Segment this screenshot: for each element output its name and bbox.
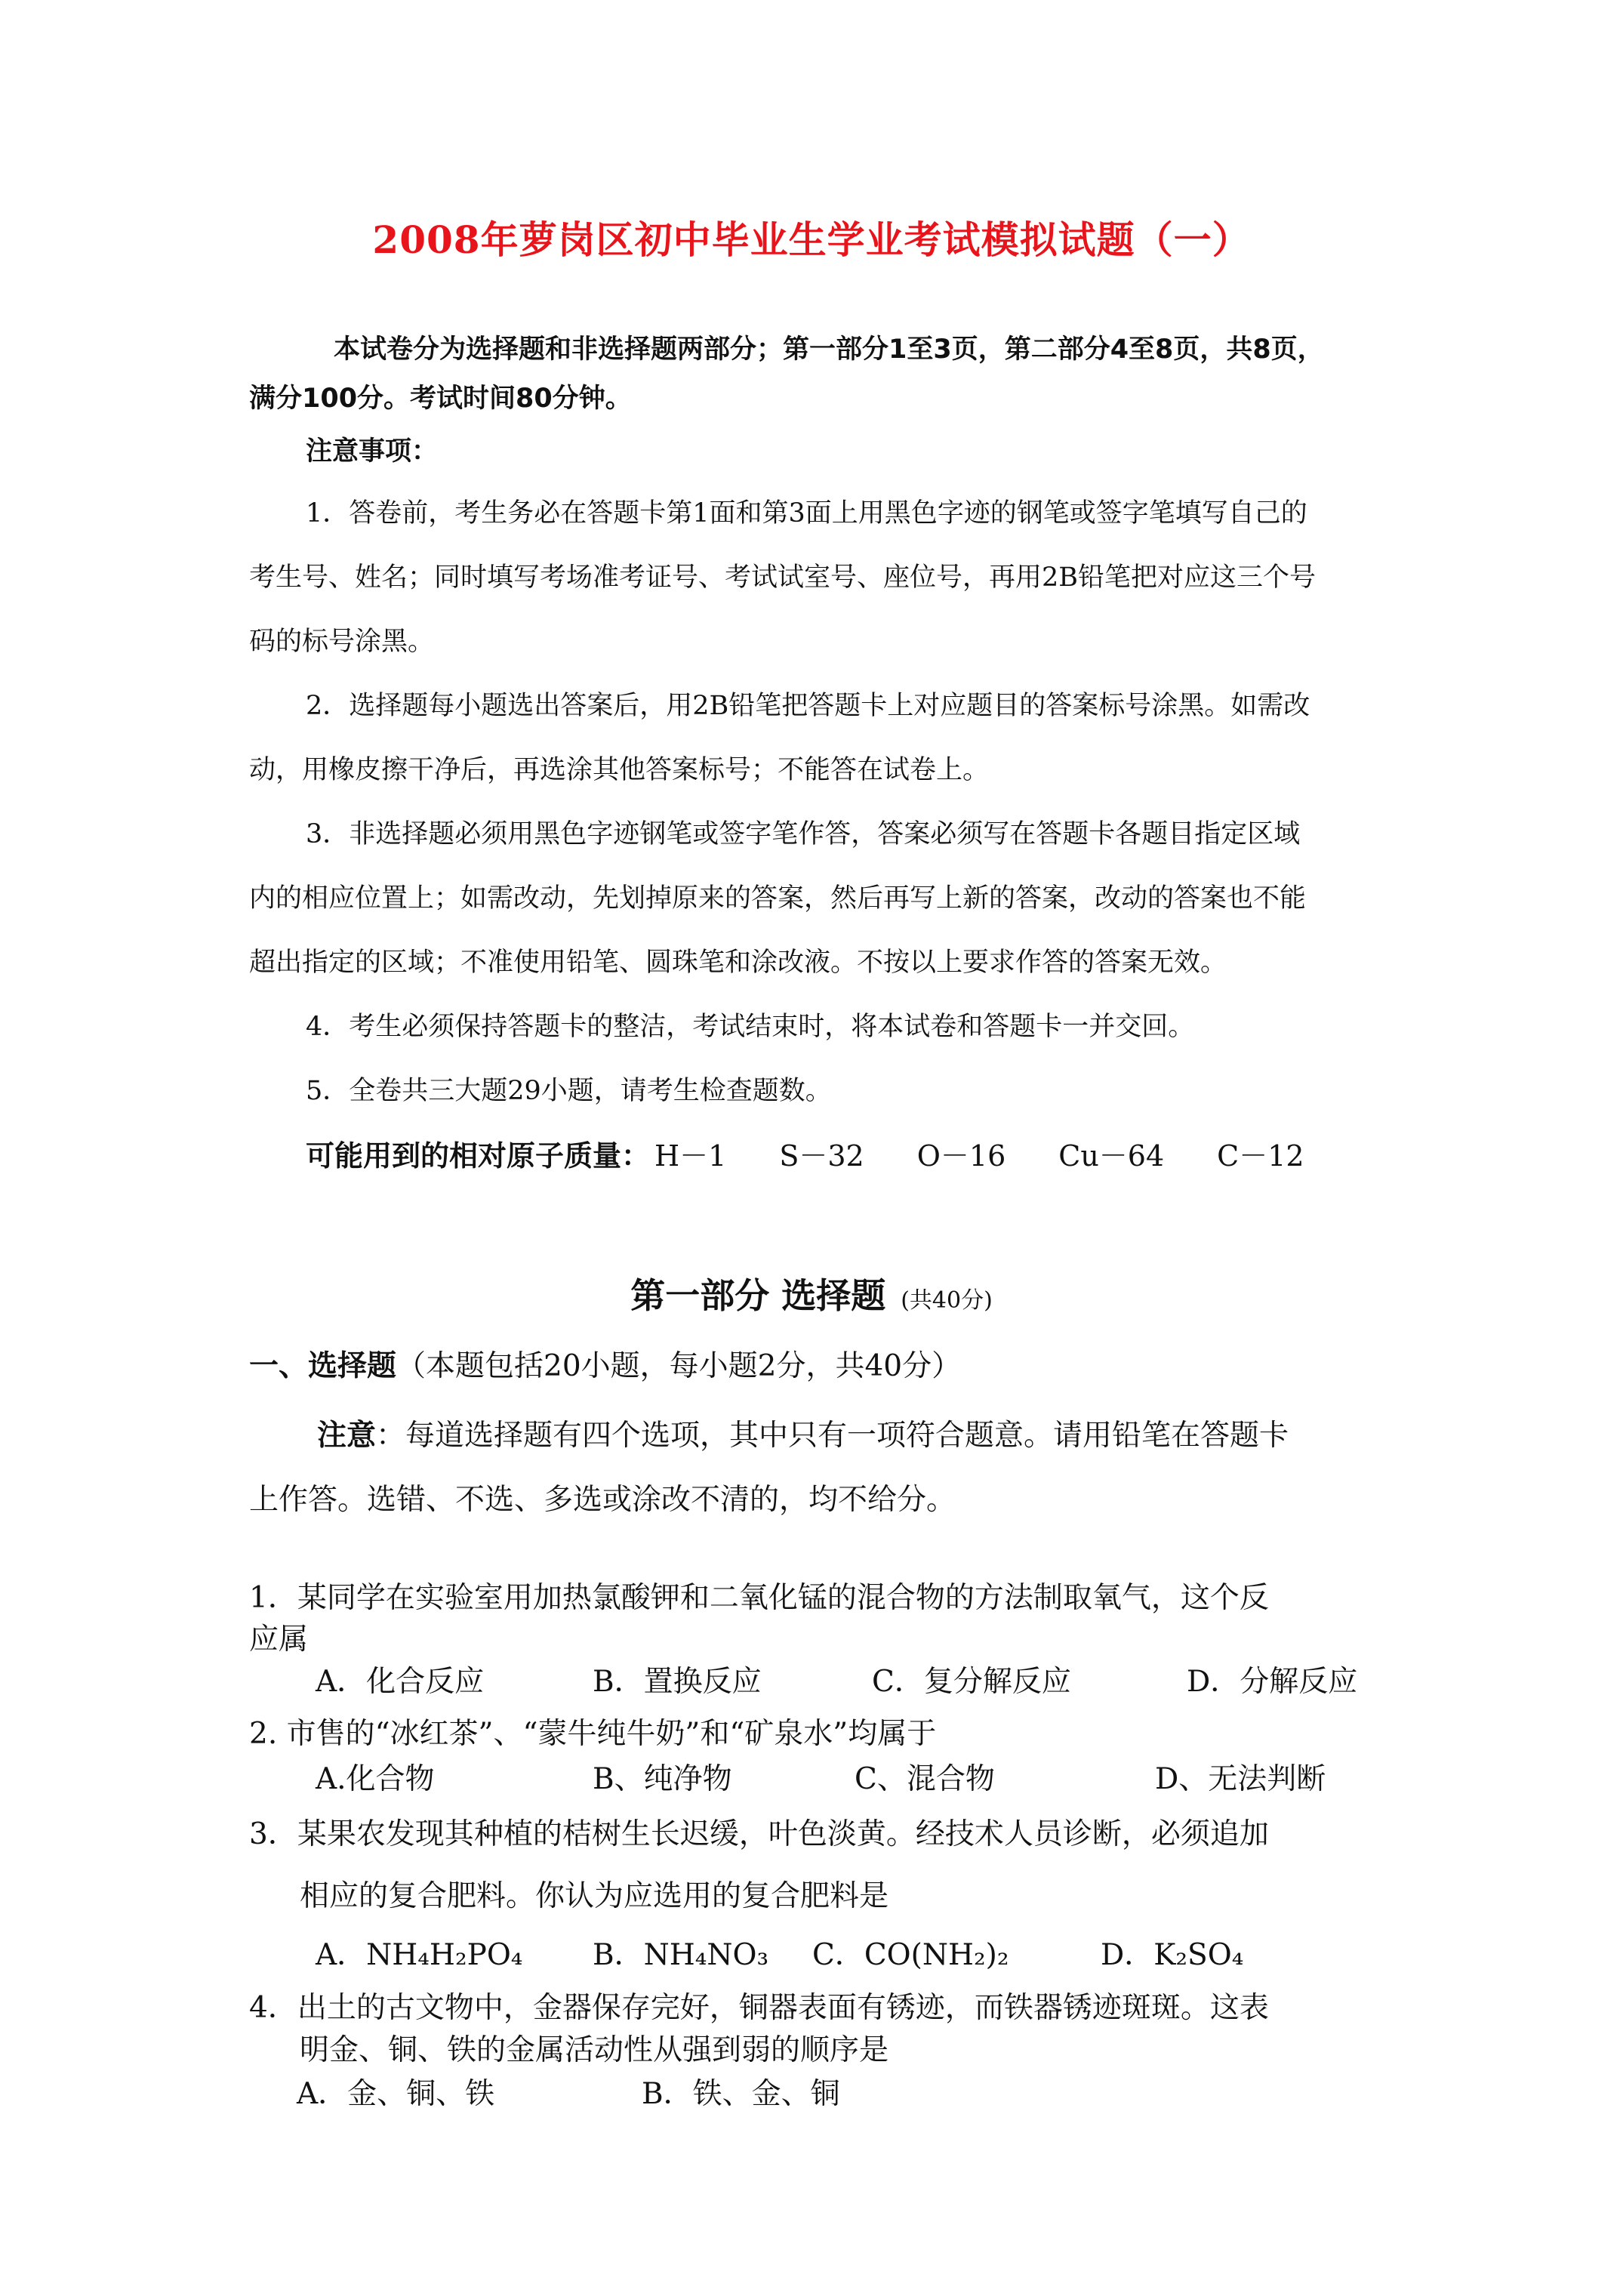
intro-line-1: 本试卷分为选择题和非选择题两部分；第一部分1至3页，第二部分4至8页，共8页， (334, 334, 1324, 365)
question-1-option-d: D．分解反应 (1187, 1665, 1358, 1699)
attention-text-1: 每道选择题有四个选项，其中只有一项符合题意。请用铅笔在答题卡 (405, 1419, 1289, 1453)
attention-line-2: 上作答。选错、不选、多选或涂改不清的，均不给分。 (249, 1483, 956, 1517)
question-4-stem-2: 明金、铜、铁的金属活动性从强到弱的顺序是 (300, 2033, 889, 2067)
question-1-option-a: A．化合反应 (316, 1665, 485, 1699)
question-1-stem-2: 应属 (249, 1623, 309, 1657)
question-3-option-c: C．CO(NH₂)₂ (812, 1938, 1009, 1972)
atomic-mass-item: H－1 (654, 1139, 727, 1173)
question-3-option-a: A．NH₄H₂PO₄ (316, 1938, 523, 1972)
attention-line-1: 注意：每道选择题有四个选项，其中只有一项符合题意。请用铅笔在答题卡 (317, 1419, 1289, 1453)
question-3-option-b: B．NH₄NO₃ (593, 1938, 769, 1972)
question-2-option-a: A.化合物 (316, 1762, 435, 1796)
question-4-option-a: A．金、铜、铁 (297, 2077, 495, 2111)
atomic-masses (306, 1133, 1304, 1174)
atomic-mass-item: Cu－64 (1058, 1139, 1165, 1173)
question-3-stem-2: 相应的复合肥料。你认为应选用的复合肥料是 (300, 1879, 889, 1913)
attention-label: 注意 (317, 1419, 377, 1453)
question-1-option-c: C．复分解反应 (872, 1665, 1071, 1699)
note-1-line-3: 码的标号涂黑。 (249, 627, 435, 657)
question-1-stem-1: 1．某同学在实验室用加热氯酸钾和二氧化锰的混合物的方法制取氧气，这个反 (249, 1581, 1269, 1615)
question-3-stem-1: 3．某果农发现其种植的桔树生长迟缓，叶色淡黄。经技术人员诊断，必须追加 (249, 1817, 1269, 1851)
section-title-main: 第一部分 选择题 (630, 1275, 886, 1316)
note-3-line-2: 内的相应位置上；如需改动，先划掉原来的答案，然后再写上新的答案，改动的答案也不能 (249, 883, 1307, 914)
note-2-line-1: 2．选择题每小题选出答案后，用2B铅笔把答题卡上对应题目的答案标号涂黑。如需改 (306, 691, 1310, 721)
atomic-masses-label: 可能用到的相对原子质量： (306, 1139, 651, 1173)
note-3-line-1: 3．非选择题必须用黑色字迹钢笔或签字笔作答，答案必须写在答题卡各题目指定区域 (306, 819, 1301, 849)
note-5-line-1: 5．全卷共三大题29小题，请考生检查题数。 (306, 1076, 832, 1106)
question-2-option-b: B、纯净物 (593, 1762, 732, 1796)
section-heading-label: 一、选择题 (249, 1349, 397, 1383)
section-title-sub: (共40分) (901, 1287, 993, 1314)
question-4-stem-1: 4．出土的古文物中，金器保存完好，铜器表面有锈迹，而铁器锈迹斑斑。这表 (249, 1991, 1269, 2025)
intro-line-2: 满分100分。考试时间80分钟。 (249, 384, 632, 414)
atomic-mass-item: C－12 (1217, 1139, 1304, 1173)
note-4-line-1: 4．考生必须保持答题卡的整洁，考试结束时，将本试卷和答题卡一并交回。 (306, 1012, 1195, 1042)
note-2-line-2: 动，用橡皮擦干净后，再选涂其他答案标号；不能答在试卷上。 (249, 755, 990, 785)
note-3-line-3: 超出指定的区域；不准使用铅笔、圆珠笔和涂改液。不按以上要求作答的答案无效。 (249, 948, 1227, 978)
question-2-option-c: C、混合物 (855, 1762, 995, 1796)
question-4-option-b: B．铁、金、铜 (642, 2077, 840, 2111)
note-1-line-2: 考生号、姓名；同时填写考场准考证号、考试试室号、座位号，再用2B铅笔把对应这三个号 (249, 562, 1316, 593)
question-2-option-d: D、无法判断 (1155, 1762, 1326, 1796)
section-title (0, 1268, 1623, 1318)
page-title: 2008年萝岗区初中毕业生学业考试模拟试题（一） (372, 217, 1251, 262)
section-heading (249, 1342, 961, 1385)
atomic-mass-item: O－16 (916, 1139, 1006, 1173)
atomic-mass-item: S－32 (779, 1139, 864, 1173)
section-heading-detail: （本题包括20小题，每小题2分，共40分） (396, 1349, 962, 1383)
question-1-option-b: B．置换反应 (593, 1665, 762, 1699)
question-2-stem-1: 2. 市售的“冰红茶”、“蒙牛纯牛奶”和“矿泉水”均属于 (249, 1717, 937, 1751)
note-1-line-1: 1．答卷前，考生务必在答题卡第1面和第3面上用黑色字迹的钢笔或签字笔填写自己的 (306, 498, 1307, 529)
notice-heading: 注意事项： (306, 436, 439, 467)
question-3-option-d: D．K₂SO₄ (1101, 1938, 1244, 1972)
